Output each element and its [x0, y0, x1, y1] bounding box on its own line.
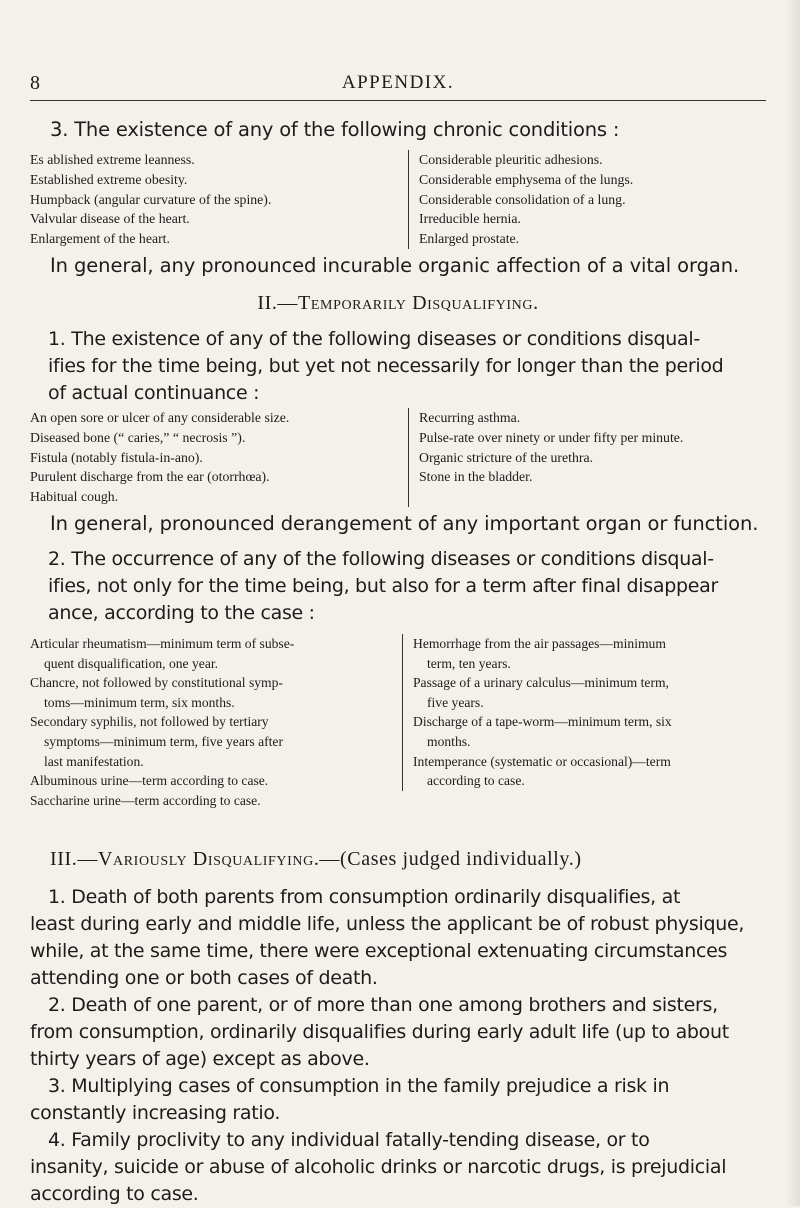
- list-item: Purulent discharge from the ear (otorrhœa).: [30, 469, 270, 485]
- list-item-continuation: toms—minimum term, six months.: [44, 694, 235, 710]
- list-item: Habitual cough.: [30, 489, 119, 505]
- temporary-conditions-right: [408, 408, 766, 507]
- temporary-conditions-list: [30, 408, 766, 507]
- temporary-conditions-left: [30, 408, 408, 507]
- section-ii-summary: In general, pronounced derangement of any important organ or function.: [50, 512, 759, 535]
- para-line: according to case.: [30, 1183, 199, 1205]
- section-iii-title: Variously Disqualifying.: [97, 848, 320, 870]
- term-conditions-right: [402, 634, 766, 791]
- para-line: ifies for the time being, but yet not necessarily for longer than the period: [48, 355, 724, 377]
- list-item: Irreducible hernia.: [419, 211, 521, 227]
- section-ii-para-1: [30, 326, 766, 407]
- list-item: Intemperance (systematic or occasional)—term: [413, 753, 671, 769]
- list-item: Pulse-rate over ninety or under fifty per minute.: [419, 429, 684, 445]
- list-item: Enlargement of the heart.: [30, 231, 170, 247]
- para-line: least during early and middle life, unless the applicant be of robust physique,: [30, 913, 745, 935]
- para-line: thirty years of age) except as above.: [30, 1048, 370, 1070]
- list-item: Valvular disease of the heart.: [30, 211, 190, 227]
- list-item-continuation: symptoms—minimum term, five years after: [44, 733, 283, 749]
- list-item: Diseased bone (“ caries,” “ necrosis ”).: [30, 429, 246, 445]
- chronic-conditions-list: [30, 150, 766, 249]
- list-item: Organic stricture of the urethra.: [419, 449, 594, 465]
- list-item-continuation: according to case.: [427, 773, 525, 789]
- section-3-summary: In general, any pronounced incurable organic affection of a vital organ.: [50, 254, 740, 277]
- list-item: Considerable emphysema of the lungs.: [419, 171, 634, 187]
- list-item: Passage of a urinary calculus—minimum term,: [413, 675, 669, 691]
- para-line: ance, according to the case :: [48, 602, 315, 624]
- list-item: Considerable pleuritic adhesions.: [419, 152, 603, 167]
- section-ii-number: II.—: [257, 292, 299, 314]
- para-line: 4. Family proclivity to any individual fatally-tending disease, or to: [48, 1129, 650, 1151]
- list-item-continuation: five years.: [427, 694, 484, 710]
- list-item: Saccharine urine—term according to case.: [30, 792, 261, 808]
- list-item: Es ablished extreme leanness.: [30, 152, 195, 167]
- list-item: Albuminous urine—term according to case.: [30, 773, 269, 789]
- header-rule: [30, 100, 766, 101]
- para-line: ifies, not only for the time being, but also for a term after final disappear: [48, 575, 718, 597]
- page-edge-shadow: [786, 0, 800, 1206]
- section-iii-paras: [30, 884, 766, 1208]
- section-ii-para-2: [30, 546, 766, 627]
- list-item: Fistula (notably fistula-in-ano).: [30, 449, 203, 465]
- para-line: of actual continuance :: [48, 382, 260, 404]
- list-item-continuation: quent disqualification, one year.: [44, 655, 219, 671]
- page-number: 8: [30, 72, 40, 94]
- chronic-conditions-right: [408, 150, 766, 249]
- chronic-conditions-left: [30, 150, 408, 249]
- list-item-continuation: term, ten years.: [427, 655, 511, 671]
- section-ii-heading: [30, 292, 766, 315]
- section-3-lead: 3. The existence of any of the following chronic conditions :: [50, 118, 620, 141]
- list-item: An open sore or ulcer of any considerable size.: [30, 410, 290, 425]
- para-line: insanity, suicide or abuse of alcoholic drinks or narcotic drugs, is prejudicial: [30, 1156, 727, 1178]
- list-item: Hemorrhage from the air passages—minimum: [413, 636, 666, 651]
- list-item: Articular rheumatism—minimum term of subse-: [30, 636, 295, 651]
- list-item: Stone in the bladder.: [419, 469, 533, 485]
- list-item: Humpback (angular curvature of the spine).: [30, 191, 272, 207]
- para-line: constantly increasing ratio.: [30, 1102, 281, 1124]
- list-item-continuation: last manifestation.: [44, 753, 144, 769]
- list-item: Secondary syphilis, not followed by tertiary: [30, 714, 269, 730]
- para-line: while, at the same time, there were exceptional extenuating circumstances: [30, 940, 728, 962]
- section-iii-note: —(Cases judged individually.): [319, 848, 582, 870]
- list-item: Chancre, not followed by constitutional symp-: [30, 675, 283, 691]
- para-line: 2. Death of one parent, or of more than one among brothers and sisters,: [48, 994, 718, 1016]
- para-line: 3. Multiplying cases of consumption in the family prejudice a risk in: [48, 1075, 670, 1097]
- para-line: 1. Death of both parents from consumption ordinarily disqualifies, at: [48, 886, 681, 908]
- section-iii-heading: [50, 848, 766, 871]
- list-item: Considerable consolidation of a lung.: [419, 191, 626, 207]
- para-line: from consumption, ordinarily disqualifies during early adult life (up to about: [30, 1021, 729, 1043]
- list-item-continuation: months.: [427, 733, 471, 749]
- para-line: attending one or both cases of death.: [30, 967, 378, 989]
- list-item: Established extreme obesity.: [30, 171, 188, 187]
- term-conditions-list: [30, 634, 766, 810]
- section-ii-title: Temporarily Disqualifying.: [298, 292, 539, 314]
- running-head: APPENDIX.: [341, 72, 455, 93]
- section-iii-number: III.—: [50, 848, 98, 870]
- para-line: 1. The existence of any of the following diseases or conditions disqual-: [48, 328, 700, 350]
- list-item: Recurring asthma.: [419, 410, 521, 425]
- para-line: 2. The occurrence of any of the following diseases or conditions disqual-: [48, 548, 714, 570]
- list-item: Enlarged prostate.: [419, 231, 520, 247]
- term-conditions-left: [30, 634, 402, 810]
- document-page: [30, 0, 766, 1206]
- list-item: Discharge of a tape-worm—minimum term, six: [413, 714, 672, 730]
